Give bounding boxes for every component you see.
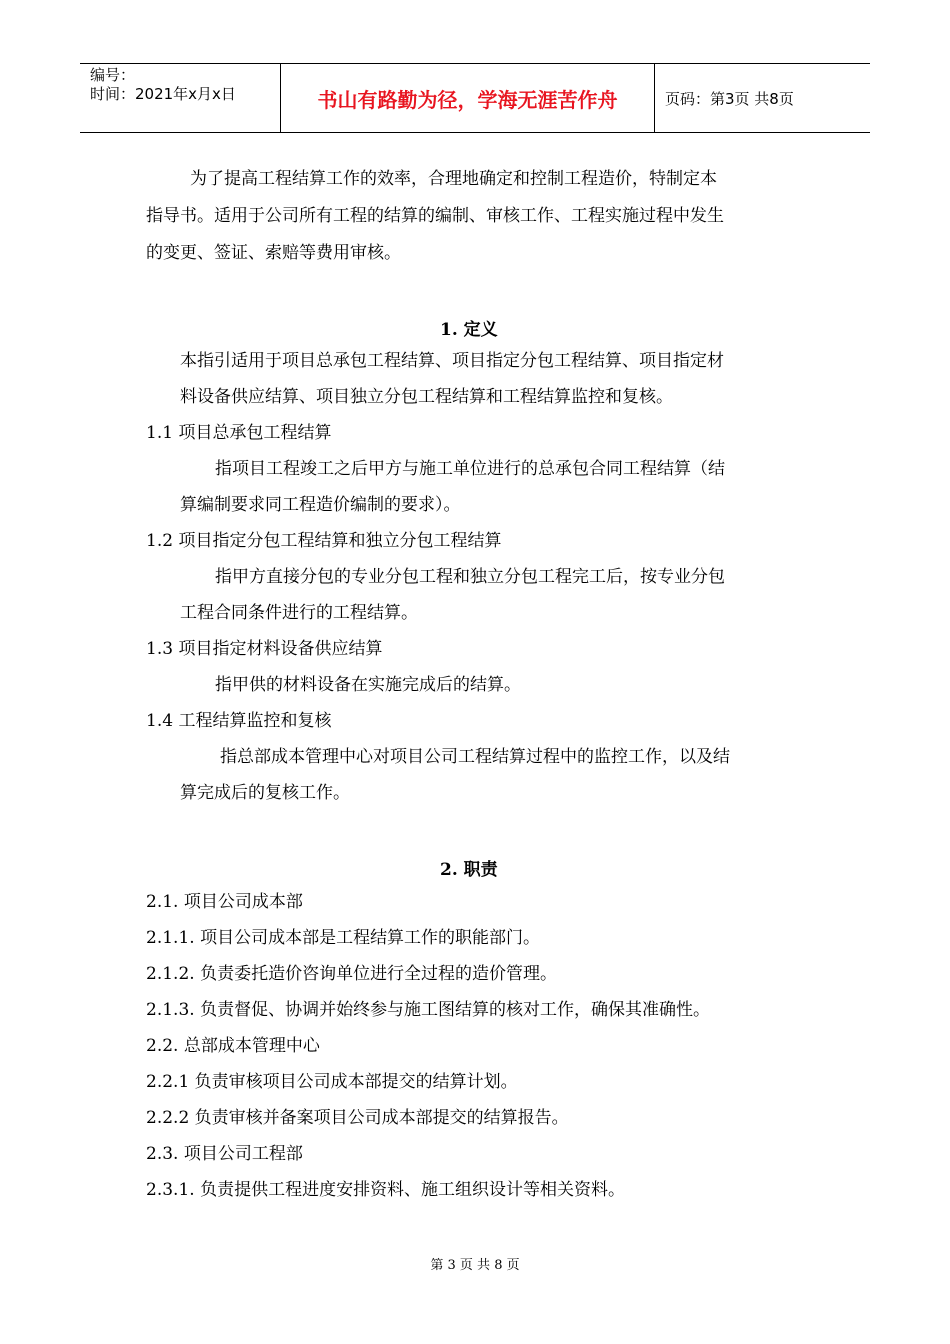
- responsibility-line: 2.3. 项目公司工程部: [146, 1144, 303, 1164]
- subsection-text: 指项目工程竣工之后甲方与施工单位进行的总承包合同工程结算（结: [215, 459, 725, 479]
- section-title-responsibilities: 2. 职责: [440, 860, 498, 880]
- intro-line: 指导书。适用于公司所有工程的结算的编制、审核工作、工程实施过程中发生: [146, 206, 724, 226]
- section1-intro-line: 本指引适用于项目总承包工程结算、项目指定分包工程结算、项目指定材: [180, 351, 724, 371]
- subsection-heading: 1.2 项目指定分包工程结算和独立分包工程结算: [146, 531, 502, 551]
- subsection-text: 指总部成本管理中心对项目公司工程结算过程中的监控工作，以及结: [220, 747, 730, 767]
- subsection-heading: 1.1 项目总承包工程结算: [146, 423, 332, 443]
- responsibility-line: 2.2. 总部成本管理中心: [146, 1036, 320, 1056]
- subsection-text: 算完成后的复核工作。: [180, 783, 350, 803]
- header-page-info: 页码：第3页 共8页: [665, 89, 794, 108]
- intro-line: 为了提高工程结算工作的效率，合理地确定和控制工程造价，特制定本: [190, 169, 717, 189]
- responsibility-line: 2.1. 项目公司成本部: [146, 892, 303, 912]
- subsection-heading: 1.4 工程结算监控和复核: [146, 711, 332, 731]
- subsection-text: 算编制要求同工程造价编制的要求）。: [180, 495, 461, 515]
- document-header: [80, 63, 870, 133]
- document-number-label: 编号：: [90, 66, 136, 84]
- section1-intro-line: 料设备供应结算、项目独立分包工程结算和工程结算监控和复核。: [180, 387, 673, 407]
- responsibility-line: 2.1.3. 负责督促、协调并始终参与施工图结算的核对工作，确保其准确性。: [146, 1000, 711, 1020]
- subsection-text: 工程合同条件进行的工程结算。: [180, 603, 418, 623]
- document-time-label: 时间：2021年x月x日: [90, 85, 236, 103]
- header-motto-cell: [281, 64, 655, 132]
- header-motto: 书山有路勤为径，学海无涯苦作舟: [317, 87, 618, 112]
- page-footer: 第 3 页 共 8 页: [430, 1258, 520, 1273]
- subsection-text: 指甲方直接分包的专业分包工程和独立分包工程完工后，按专业分包: [215, 567, 725, 587]
- section-title-definition: 1. 定义: [440, 320, 498, 340]
- intro-line: 的变更、签证、索赔等费用审核。: [146, 243, 401, 263]
- responsibility-line: 2.2.2 负责审核并备案项目公司成本部提交的结算报告。: [146, 1108, 569, 1128]
- subsection-heading: 1.3 项目指定材料设备供应结算: [146, 639, 383, 659]
- subsection-text: 指甲供的材料设备在实施完成后的结算。: [215, 675, 521, 695]
- header-meta: [80, 64, 281, 132]
- responsibility-line: 2.2.1 负责审核项目公司成本部提交的结算计划。: [146, 1072, 518, 1092]
- responsibility-line: 2.3.1. 负责提供工程进度安排资料、施工组织设计等相关资料。: [146, 1180, 626, 1200]
- responsibility-line: 2.1.1. 项目公司成本部是工程结算工作的职能部门。: [146, 928, 541, 948]
- responsibility-line: 2.1.2. 负责委托造价咨询单位进行全过程的造价管理。: [146, 964, 558, 984]
